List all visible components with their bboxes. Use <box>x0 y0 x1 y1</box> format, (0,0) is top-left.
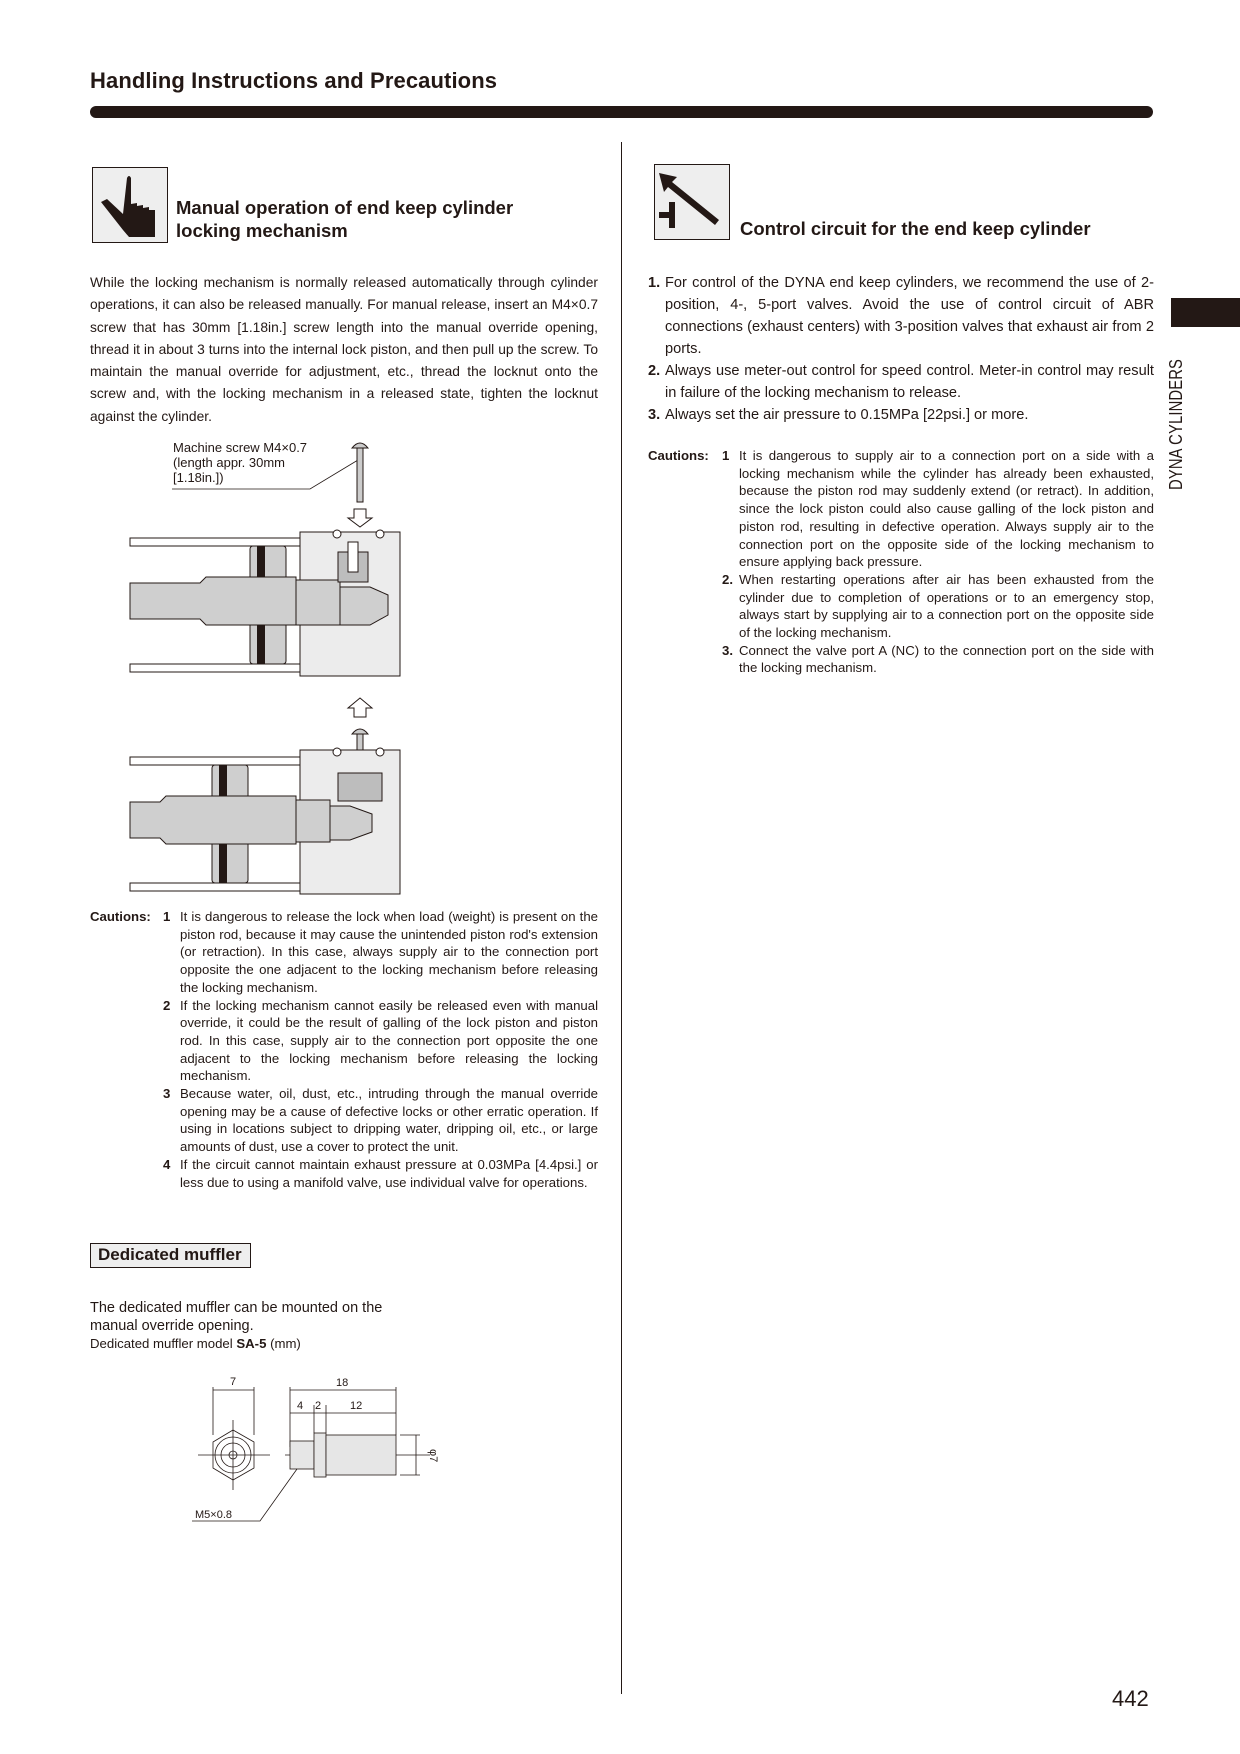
page-number: 442 <box>1112 1686 1149 1711</box>
caution-text: If the locking mechanism cannot easily be released even with manual override, it could be the result of galling of the lock piston and piston rod. In this case, supply air to the connection port opposite the one adjacent to the locking mechanism before releasing the locking mechanism. <box>180 997 598 1084</box>
model-unit: (mm) <box>266 1336 301 1351</box>
control-item <box>648 272 1154 360</box>
section-title-manual-operation <box>176 196 513 242</box>
item-text: For control of the DYNA end keep cylinders, we recommend the use of 2-position, 4-, 5-port valves. Avoid the use of control circuit of ABR connections (exhaust centers) with 3-position valves that exhaust air from 2 ports. <box>665 275 1154 357</box>
section-title-line: Manual operation of end keep cylinder <box>176 197 514 218</box>
muffler-model: SA-5 <box>236 1336 267 1351</box>
callout-text: (length appr. 30mm <box>173 455 286 470</box>
caution-number: 3. <box>722 642 733 658</box>
caution-item <box>163 908 598 997</box>
dim-body-length: 12 <box>350 1400 363 1412</box>
item-number: 2. <box>648 363 661 379</box>
caution-text: When restarting operations after air has been exhausted from the cylinder due to completion of operations or to an emergency stop, always start by supplying air to a connection port on the opposite side of the locking mechanism. <box>739 571 1154 641</box>
dim-diameter: φ7 <box>427 1449 439 1463</box>
dim-thread: M5×0.8 <box>195 1509 232 1521</box>
right-cautions <box>648 447 1154 677</box>
manual-override-figure <box>120 430 420 910</box>
muffler-description-line: manual override opening. <box>90 1318 254 1334</box>
caution-number: 3 <box>163 1086 171 1102</box>
caution-text: Because water, oil, dust, etc., intruding through the manual override opening may be a cause of defective locks or other erratic operation. If using in locations subject to dripping water, dripping oil, etc., or large amounts of dust, use a cover to protect the unit. <box>180 1086 598 1155</box>
cylinder-locked-view <box>130 530 400 676</box>
side-tab-label: DYNA CYLINDERS <box>1166 358 1186 490</box>
page-title: Handling Instructions and Precautions <box>90 68 498 93</box>
item-text: Always use meter-out control for speed control. Meter-in control may result in failure of the locking mechanism to release. <box>665 363 1154 401</box>
dim-hex-width: 7 <box>230 1376 237 1388</box>
control-item <box>648 360 1154 404</box>
control-circuit-icon <box>654 164 730 240</box>
callout-text: [1.18in.]) <box>173 470 224 485</box>
cautions-label: Cautions: <box>90 909 151 924</box>
side-tab-marker <box>1171 298 1240 327</box>
left-cautions <box>90 908 598 1191</box>
caution-number: 4 <box>163 1156 171 1172</box>
dim-total-length: 18 <box>336 1377 349 1389</box>
caution-text: Connect the valve port A (NC) to the connection port on the side with the locking mechanism. <box>739 642 1154 676</box>
item-number: 1. <box>648 275 661 291</box>
caution-number: 2 <box>163 997 171 1013</box>
caution-number: 1 <box>163 909 171 924</box>
dim-thread-length: 4 <box>297 1400 304 1412</box>
caution-item <box>163 997 598 1086</box>
muffler-model-line <box>90 1335 490 1353</box>
control-item <box>648 404 1154 426</box>
title-rule <box>90 106 1153 118</box>
dim-flange-length: 2 <box>315 1400 322 1412</box>
control-circuit-list <box>648 272 1154 426</box>
muffler-drawing <box>190 1375 450 1550</box>
model-prefix: Dedicated muffler model <box>90 1336 237 1351</box>
caution-item <box>163 1156 598 1191</box>
caution-item <box>722 642 1154 677</box>
cylinder-released-view <box>130 748 400 894</box>
caution-number: 2. <box>722 571 733 587</box>
caution-item <box>722 447 1154 571</box>
caution-item <box>722 571 1154 642</box>
caution-text: If the circuit cannot maintain exhaust pressure at 0.03MPa [4.4psi.] or less due to using a manifold valve, use individual valve for operations. <box>180 1156 598 1190</box>
column-divider <box>621 142 622 1694</box>
caution-item <box>163 1085 598 1156</box>
item-text: Always set the air pressure to 0.15MPa [22psi.] or more. <box>665 407 1029 423</box>
manual-release-paragraph: While the locking mechanism is normally released automatically through cylinder operations, it can also be released manually. For manual release, insert an M4×0.7 screw that has 30mm [1.18in.] screw length into the manual override opening, thread it in about 3 turns into the internal lock piston, and then pull up the screw. To maintain the manual override for adjustment, etc., thread the locknut onto the screw and, with the locking mechanism in a released state, tighten the locknut against the cylinder. <box>90 275 598 424</box>
callout-text: Machine screw M4×0.7 <box>173 440 308 455</box>
caution-number: 1 <box>722 448 730 463</box>
hand-pointer-icon <box>92 167 168 243</box>
muffler-description <box>90 1299 490 1353</box>
caution-text: It is dangerous to release the lock when load (weight) is present on the piston rod, because it may cause the unintended piston rod's extension (or retraction). In this case, always supply air to the connection port opposite the one adjacent to the locking mechanism before releasing the locking mechanism. <box>180 909 598 995</box>
muffler-description-line: The dedicated muffler can be mounted on the <box>90 1300 383 1316</box>
muffler-heading: Dedicated muffler <box>90 1243 251 1268</box>
cautions-label: Cautions: <box>648 448 709 463</box>
caution-text: It is dangerous to supply air to a connection port on a side with a locking mechanism while the cylinder has already been exhausted, because the piston rod may suddenly extend (or retract). In addition, since the lock piston could also cause galling of the lock piston and piston rod, resulting in defective operation. Always supply air to the connection port on the opposite side of the locking mechanism to ensure applying back pressure. <box>739 448 1154 570</box>
section-title-line: locking mechanism <box>176 220 348 241</box>
section-title-control-circuit: Control circuit for the end keep cylinder <box>740 218 1091 239</box>
item-number: 3. <box>648 407 661 423</box>
